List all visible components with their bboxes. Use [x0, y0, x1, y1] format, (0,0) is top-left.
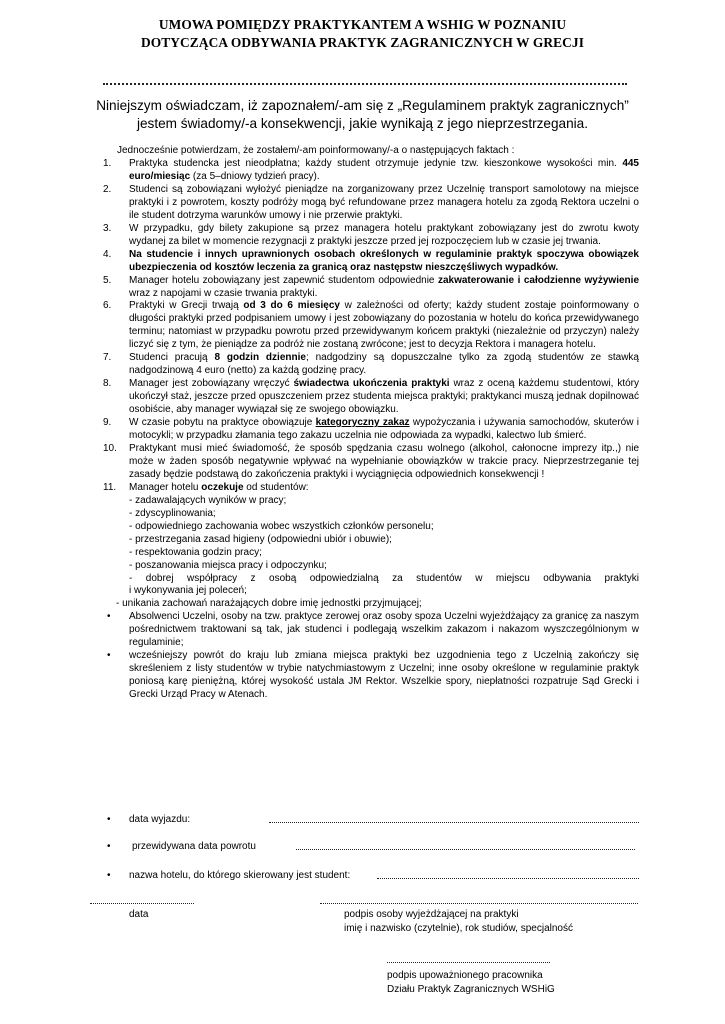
- return-date-input-line[interactable]: [296, 849, 635, 850]
- fact-text-segment: Manager jest zobowiązany wręczyć: [129, 378, 294, 390]
- rules-bullet-list: [103, 611, 639, 702]
- expectation-line: - respektowania godzin pracy;: [129, 546, 262, 558]
- return-date-field[interactable]: [103, 840, 639, 854]
- fact-text-segment: Manager hotelu zobowiązany jest zapewnić studentom odpowiednie: [129, 274, 438, 286]
- date-signature-line[interactable]: [90, 903, 194, 904]
- traveler-signature-line[interactable]: [320, 903, 638, 904]
- traveler-signature-caption: podpis osoby wyjeżdżającej na praktyki: [344, 909, 519, 920]
- departure-date-input-line[interactable]: [269, 822, 639, 823]
- expectation-line: - zadawalających wyników w pracy;: [129, 494, 287, 506]
- bullet-icon: •: [107, 841, 111, 852]
- traveler-details-caption: imię i nazwisko (czytelnie), rok studiów, specjalność: [344, 923, 573, 934]
- intro-text: Jednocześnie potwierdzam, że zostałem/-am poinformowany/-a o następujących faktach :: [117, 145, 515, 156]
- date-caption: data: [129, 909, 149, 920]
- title-line-2: DOTYCZĄCA ODBYWANIA PRAKTYK ZAGRANICZNYCH W GRECJI: [140, 35, 585, 50]
- expectation-line: - unikania zachowań narażających dobre imię jednostki przyjmującej;: [116, 598, 422, 610]
- bullet-item: • wcześniejszy powrót do kraju lub zmiana miejsca praktyki bez uzgodnienia tego z Uczelnią zakończy się skreśleniem z listy studentów w trybie natychmiastowym z Uczelni; inne osoby określone w regulaminie praktyk poniosą karę pieniężną, której wysokość ustala JM Rektor. Wszelkie spory, niepłatności rozpatruje Sąd Grecki i Grecki Urząd Pracy w Atenach.: [107, 650, 639, 701]
- fact-text-segment: (za 5–dniowy tydzień pracy).: [190, 170, 320, 182]
- expectation-line: - zdyscyplinowania;: [129, 507, 216, 519]
- departure-date-label: data wyjazdu:: [129, 814, 191, 825]
- expectation-line: - dobrej współpracy z osobą odpowiedzialną za studentów w miejscu odbywania praktyki: [129, 572, 639, 584]
- fact-text-segment: Praktykant musi mieć świadomość, że sposób spędzania czasu wolnego (alkohol, całonocne imprezy itp.,) nie może w żaden sposób negatywnie wpływać na wypełnianie obowiązków w trakcie pracy. Nieprzestrzeganie tej zasady będzie podstawą do zakończenia praktyki i wyciągnięcia odpowiednich konsekwencji !: [129, 442, 639, 480]
- return-date-label: przewidywana data powrotu: [132, 841, 256, 852]
- employee-signature-caption: podpis upoważnionego pracownika: [387, 970, 543, 981]
- expectation-line: - poszanowania miejsca pracy i odpoczynku;: [129, 559, 327, 571]
- hotel-name-field[interactable]: [103, 869, 639, 883]
- fact-text-segment: W czasie pobytu na praktyce obowiązuje: [129, 417, 316, 429]
- fact-item: 6. Praktyki w Grecji trwają od 3 do 6 miesięcy w zależności od oferty; każdy student zostaje poinformowany o długości praktyki przed podpisaniem umowy i jest zobowiązany do pozostania w hotelu do końca przewidywanego terminu; natomiast w przypadku powrotu przed przewidywanym końcem praktyki (niezależnie od przyczyn) należy liczyć się z tym, że pieniądze za podróż nie zostaną zwrócone; jest to decyzja Rektora i managera hotelu.: [103, 300, 640, 351]
- fact-text-segment: Studenci są zobowiązani wyłożyć pieniądze na zorganizowany przez Uczelnię transport samolotowy na miejsce praktyki i z powrotem, koszty podróży mogą być refundowane przez managera hotelu za zgodą Rektora uczelni o ile student dotrzyma warunków umowy i nie przerwie praktyki.: [129, 183, 639, 221]
- hotel-name-input-line[interactable]: [377, 878, 639, 879]
- fact-text-segment: W przypadku, gdy bilety zakupione są przez managera hotelu praktykant zobowiązany jest do zwrotu kwoty wydanej za bilet w momencie rezygnacji z praktyki jeszcze przed jej rozpoczęciem lub w czasie jej trwania.: [129, 222, 639, 247]
- fact-text-segment: świadectwa ukończenia praktyki: [293, 378, 450, 390]
- title-line-1: UMOWA POMIĘDZY PRAKTYKANTEM A WSHIG W POZNANIU: [158, 17, 567, 32]
- fact-item: 4. Na studencie i innych uprawnionych osobach określonych w regulaminie praktyk spoczywa obowiązek ubezpieczenia od kosztów leczenia za granicą oraz następstw nieszczęśliwych wypadków.: [103, 248, 639, 273]
- fact-item: 3. W przypadku, gdy bilety zakupione są przez managera hotelu praktykant zobowiązany jest do zwrotu kwoty wydanej za bilet w momencie rezygnacji z praktyki jeszcze przed jej rozpoczęciem lub w czasie jej trwania.: [103, 222, 639, 247]
- employee-signature-line[interactable]: [387, 962, 550, 963]
- fact-text-segment: 445 euro/miesiąc: [129, 158, 639, 182]
- expectation-line: - przestrzegania zasad higieny (odpowiedni ubiór i obuwie);: [129, 533, 392, 545]
- bullet-icon: •: [107, 650, 111, 662]
- fact-text-segment: wypożyczania i używania samochodów, skuterów i motocykli; w przypadku złamania tego zakazu uczelnia nie odpowiada za wypadki, kalectwo lub śmierć.: [129, 417, 639, 442]
- fact-item: 1. Praktyka studencka jest nieodpłatna; każdy student otrzymuje jedynie tzw. kieszonkowe wysokości min. 445 euro/miesiąc (za 5–dniowy tydzień pracy).: [103, 158, 639, 182]
- fact-item: 10. Praktykant musi mieć świadomość, że sposób spędzania czasu wolnego (alkohol, całonocne imprezy itp.,) nie może w żaden sposób negatywnie wpływać na wypełnianie obowiązków w trakcie pracy. Nieprzestrzeganie tej zasady będzie podstawą do zakończenia praktyki i wyciągnięcia odpowiednich konsekwencji !: [103, 442, 639, 480]
- fact-text-segment: wraz z oceną każdemu studentowi, który ukończył staż, jeszcze przed opuszczeniem przez studenta miejsca praktyki; praktykanci muszą jednak dopilnować osobiście, aby manager wywiązał się ze swojego obowiązku.: [129, 378, 639, 416]
- bullet-item: • Absolwenci Uczelni, osoby na tzw. praktyce zerowej oraz osoby spoza Uczelni wyjeżdżający za granicę za naszym pośrednictwem traktowani są tak, jak studenci i podlegają wszelkim zakazom i nakazom wyszczególnionym w regulaminie;: [107, 611, 639, 649]
- fact-text-segment: oczekuje: [201, 481, 244, 493]
- fact-item: 9. W czasie pobytu na praktyce obowiązuje kategoryczny zakaz wypożyczania i używania samochodów, skuterów i motocykli; w przypadku złamania tego zakazu uczelnia nie odpowiada za wypadki, kalectwo lub śmierć.: [103, 417, 639, 442]
- fact-item: 5. Manager hotelu zobowiązany jest zapewnić studentom odpowiednie zakwaterowanie i całodzienne wyżywienie wraz z napojami w czasie trwania praktyki.: [103, 274, 639, 299]
- fact-item: 7. Studenci pracują 8 godzin dziennie; nadgodziny są dopuszczalne tylko za zgodą studentów ze stawką nadgodzinową 4 euro (netto) za każdą godzinę pracy.: [103, 352, 639, 377]
- hotel-name-label: nazwa hotelu, do którego skierowany jest student:: [129, 870, 351, 881]
- expectation-line: - odpowiedniego zachowania wobec wszystkich członków personelu;: [129, 520, 434, 532]
- fact-text-segment: Na studencie i innych uprawnionych osobach określonych w regulaminie praktyk spoczywa obowiązek ubezpieczenia od kosztów leczenia za granicą oraz następstw nieszczęśliwych wypadków.: [129, 248, 639, 273]
- fact-text-segment: Praktyki w Grecji trwają: [129, 300, 244, 312]
- employee-department-caption: Działu Praktyk Zagranicznych WSHiG: [387, 984, 555, 995]
- departure-date-field[interactable]: [103, 813, 639, 827]
- declaration-line-2: jestem świadomy/-a konsekwencji, jakie wynikają z jego nieprzestrzegania.: [136, 116, 589, 131]
- name-fill-line[interactable]: [103, 73, 627, 85]
- fact-text-segment: od studentów:: [243, 481, 309, 493]
- fact-text-segment: Praktyka studencka jest nieodpłatna; każdy student otrzymuje jedynie tzw. kieszonkowe wysokości min.: [129, 158, 623, 169]
- fact-text-segment: Manager hotelu: [129, 481, 202, 493]
- fact-text-segment: kategoryczny zakaz: [315, 417, 410, 429]
- bullet-icon: •: [107, 814, 111, 825]
- fact-text-segment: Studenci pracują: [129, 352, 215, 364]
- fact-item: 8. Manager jest zobowiązany wręczyć świadectwa ukończenia praktyki wraz z oceną każdemu studentowi, który ukończył staż, jeszcze przed opuszczeniem przez studenta miejsca praktyki; praktykanci muszą jednak dopilnować osobiście, aby manager wywiązał się ze swojego obowiązku.: [103, 378, 639, 416]
- expectation-line: i wykonywania jej poleceń;: [129, 585, 247, 597]
- fact-text-segment: wraz z napojami w czasie trwania praktyki.: [129, 287, 318, 299]
- fact-text-segment: ; nadgodziny są dopuszczalne tylko za zgodą studentów ze stawką nadgodzinową 4 euro (netto) za każdą godzinę pracy.: [129, 352, 639, 377]
- fact-text-segment: zakwaterowanie i całodzienne wyżywienie: [437, 274, 639, 286]
- bullet-icon: •: [107, 870, 111, 881]
- fact-item: 2. Studenci są zobowiązani wyłożyć pieniądze na zorganizowany przez Uczelnię transport samolotowy na miejsce praktyki i z powrotem, koszty podróży mogą być refundowane przez managera hotelu za zgodą Rektora uczelni o ile student dotrzyma warunków umowy i nie przerwie praktyki.: [103, 183, 639, 221]
- bullet-icon: •: [107, 611, 111, 623]
- fact-text-segment: w zależności od oferty; każdy student zostaje poinformowany o długości praktyki przed podpisaniem umowy i jest zobowiązany do pozostania w hotelu do końca przewidywanego terminu; natomiast w przypadku powrotu przed przewidywanym końcem praktyki (niezależnie od przyczyn) należy liczyć się z tym, że pieniądze za podróż nie zostaną zwrócone; jest to decyzja Rektora i managera hotelu.: [129, 300, 640, 351]
- fact-item: 11. Manager hotelu oczekuje od studentów:: [103, 481, 309, 493]
- declaration-line-1: Niniejszym oświadczam, iż zapoznałem/-am się z „Regulaminem praktyk zagranicznych”: [96, 98, 629, 113]
- fact-text-segment: od 3 do 6 miesięcy: [243, 300, 340, 312]
- fact-text-segment: 8 godzin dziennie: [214, 352, 306, 364]
- facts-list: [103, 158, 639, 702]
